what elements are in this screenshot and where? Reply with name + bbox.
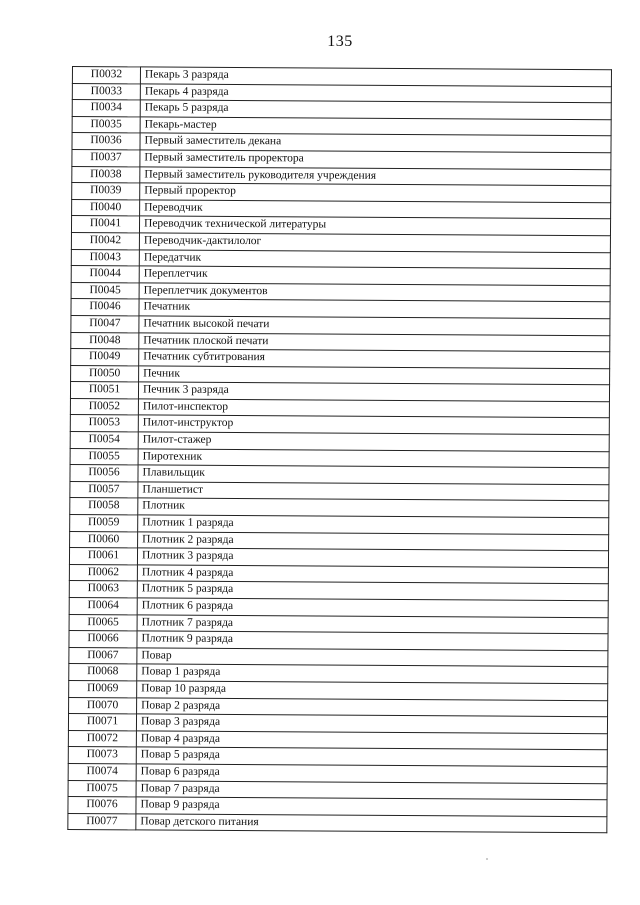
scan-speck [486, 858, 488, 860]
occupation-name-cell: Повар 1 разряда [137, 664, 608, 683]
occupation-code-cell: П0056 [70, 465, 138, 482]
occupation-code-cell: П0040 [72, 199, 140, 216]
occupation-code-cell: П0032 [72, 67, 140, 84]
table-row [68, 813, 607, 833]
occupation-name-cell: Пекарь 4 разряда [140, 84, 611, 103]
occupation-code-cell: П0077 [68, 813, 136, 830]
occupation-code-cell: П0033 [72, 83, 140, 100]
occupation-code-cell: П0043 [71, 249, 139, 266]
occupation-name-cell: Переплетчик [139, 266, 610, 285]
occupation-code-cell: П0044 [71, 266, 139, 283]
occupation-name-cell: Печник [139, 366, 610, 385]
occupation-name-cell: Повар 2 разряда [137, 697, 608, 716]
occupation-code-cell: П0070 [69, 697, 137, 714]
occupation-code-cell: П0045 [71, 282, 139, 299]
occupation-name-cell: Плавильщик [138, 465, 609, 484]
occupation-name-cell: Переводчик технической литературы [139, 216, 610, 235]
occupation-name-cell: Пекарь 3 разряда [140, 67, 611, 86]
occupation-name-cell: Плотник [138, 498, 609, 517]
occupation-name-cell: Пиротехник [138, 449, 609, 468]
occupation-code-cell: П0066 [69, 631, 137, 648]
occupation-code-cell: П0035 [72, 116, 140, 133]
occupation-code-cell: П0076 [68, 797, 136, 814]
occupation-name-cell: Повар 10 разряда [137, 681, 608, 700]
occupation-name-cell: Плотник 1 разряда [138, 515, 609, 534]
occupation-code-cell: П0074 [68, 763, 136, 780]
occupation-name-cell: Повар 4 разряда [136, 731, 607, 750]
occupation-name-cell: Плотник 9 разряда [137, 631, 608, 650]
occupation-code-cell: П0053 [70, 415, 138, 432]
occupation-code-cell: П0059 [70, 515, 138, 532]
occupation-code-cell: П0069 [69, 680, 137, 697]
occupation-code-cell: П0073 [68, 747, 136, 764]
occupation-name-cell: Повар 6 разряда [136, 764, 607, 783]
occupation-code-cell: П0054 [70, 432, 138, 449]
occupation-name-cell: Пилот-инструктор [138, 415, 609, 434]
occupation-code-cell: П0064 [69, 597, 137, 614]
occupation-codes-table [67, 66, 612, 834]
occupation-code-cell: П0046 [71, 299, 139, 316]
occupation-code-cell: П0067 [69, 647, 137, 664]
occupation-name-cell: Плотник 3 разряда [137, 548, 608, 567]
occupation-code-cell: П0075 [68, 780, 136, 797]
occupation-code-cell: П0041 [71, 216, 139, 233]
occupation-name-cell: Плотник 6 разряда [137, 598, 608, 617]
occupation-name-cell: Повар детского питания [136, 814, 607, 833]
occupation-name-cell: Плотник 2 разряда [138, 532, 609, 551]
occupation-name-cell: Первый проректор [140, 183, 611, 202]
occupation-code-cell: П0047 [71, 315, 139, 332]
occupation-name-cell: Первый заместитель декана [140, 133, 611, 152]
occupation-code-cell: П0071 [68, 714, 136, 731]
occupation-name-cell: Пекарь 5 разряда [140, 100, 611, 119]
occupation-code-cell: П0036 [72, 133, 140, 150]
occupation-name-cell: Первый заместитель руководителя учреждения [140, 166, 611, 185]
occupation-code-cell: П0061 [69, 548, 137, 565]
occupation-code-cell: П0042 [71, 232, 139, 249]
occupation-code-cell: П0057 [70, 481, 138, 498]
occupation-code-cell: П0038 [72, 166, 140, 183]
occupation-name-cell: Переводчик [140, 200, 611, 219]
occupation-name-cell: Пекарь-мастер [140, 117, 611, 136]
occupation-name-cell: Повар 5 разряда [136, 747, 607, 766]
occupation-name-cell: Печатник субтитрования [139, 349, 610, 368]
occupation-name-cell: Плотник 7 разряда [137, 615, 608, 634]
occupation-name-cell: Первый заместитель проректора [140, 150, 611, 169]
occupation-name-cell: Повар 7 разряда [136, 780, 607, 799]
occupation-name-cell: Печатник высокой печати [139, 316, 610, 335]
occupation-name-cell: Печатник [139, 299, 610, 318]
occupation-name-cell: Пилот-инспектор [138, 399, 609, 418]
occupation-code-cell: П0049 [71, 349, 139, 366]
occupation-name-cell: Переводчик-дактилолог [139, 233, 610, 252]
occupation-code-cell: П0050 [71, 365, 139, 382]
occupation-name-cell: Повар [137, 648, 608, 667]
occupation-code-cell: П0068 [69, 664, 137, 681]
occupation-code-cell: П0058 [70, 498, 138, 515]
occupation-code-cell: П0052 [70, 398, 138, 415]
occupation-name-cell: Переплетчик документов [139, 283, 610, 302]
occupation-code-cell: П0039 [72, 183, 140, 200]
occupation-code-cell: П0048 [71, 332, 139, 349]
occupation-code-cell: П0055 [70, 448, 138, 465]
occupation-name-cell: Планшетист [138, 482, 609, 501]
occupation-name-cell: Передатчик [139, 249, 610, 268]
occupation-name-cell: Повар 3 разряда [136, 714, 607, 733]
occupation-code-cell: П0063 [69, 581, 137, 598]
occupation-code-cell: П0034 [72, 100, 140, 117]
page-number: 135 [327, 33, 353, 50]
occupation-code-cell: П0065 [69, 614, 137, 631]
occupation-code-cell: П0072 [68, 730, 136, 747]
occupation-code-cell: П0037 [72, 149, 140, 166]
occupation-code-cell: П0062 [69, 564, 137, 581]
occupation-name-cell: Печатник плоской печати [139, 332, 610, 351]
table-body [68, 67, 612, 834]
occupation-name-cell: Плотник 4 разряда [137, 565, 608, 584]
occupation-code-cell: П0060 [70, 531, 138, 548]
occupation-name-cell: Печник 3 разряда [138, 382, 609, 401]
occupation-name-cell: Пилот-стажер [138, 432, 609, 451]
occupation-name-cell: Плотник 5 разряда [137, 581, 608, 600]
occupation-code-cell: П0051 [70, 382, 138, 399]
occupation-name-cell: Повар 9 разряда [136, 797, 607, 816]
